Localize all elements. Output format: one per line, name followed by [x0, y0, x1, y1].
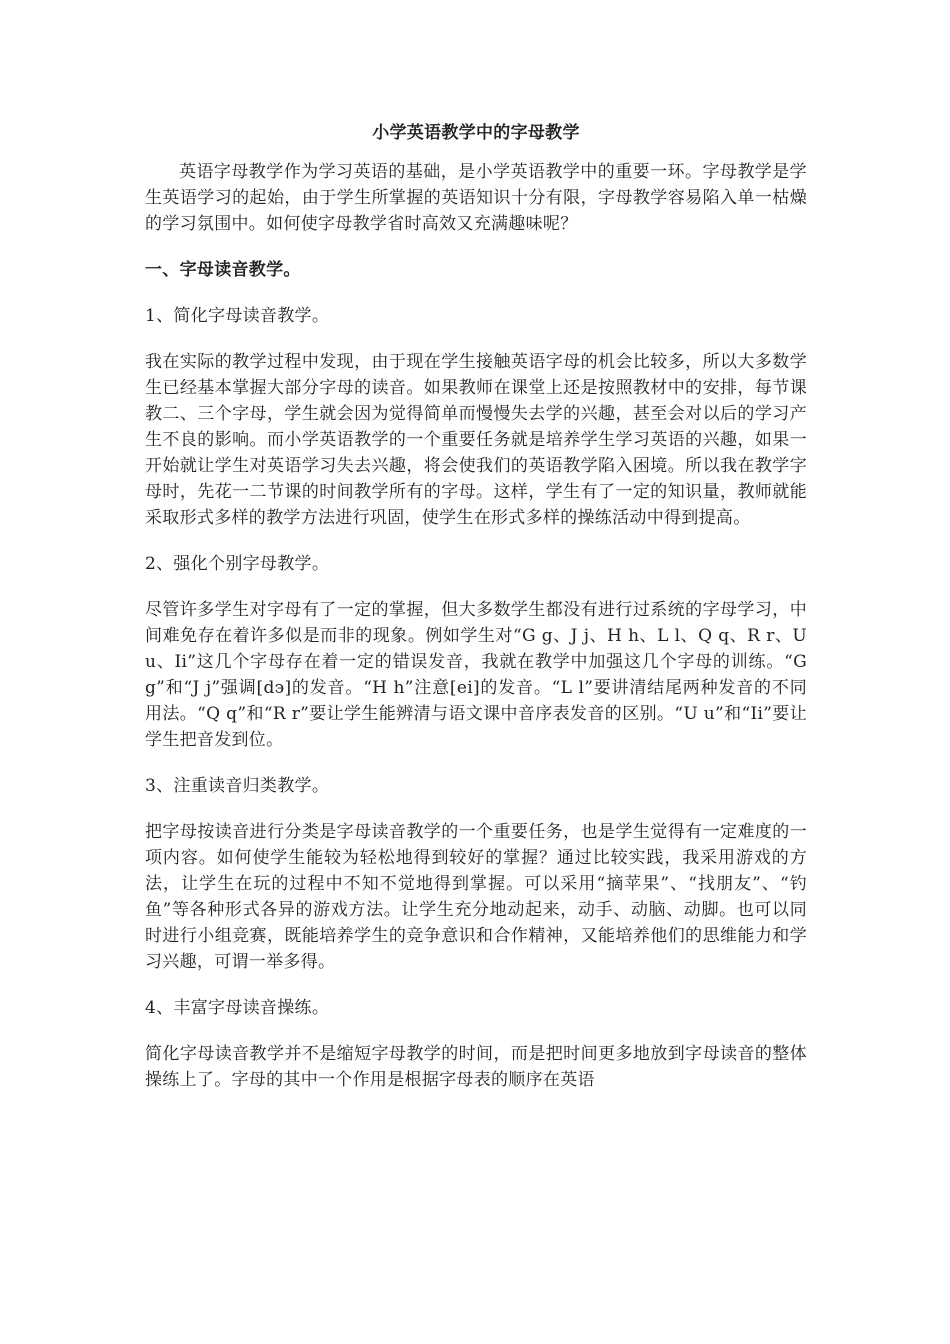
subheading-2: 2、强化个别字母教学。: [145, 554, 330, 574]
subheading-1: 1、简化字母读音教学。: [145, 306, 330, 326]
subheading-4: 4、丰富字母读音操练。: [145, 998, 330, 1018]
document-title: 小学英语教学中的字母教学: [372, 123, 580, 143]
paragraph-1: 我在实际的教学过程中发现，由于现在学生接触英语字母的机会比较多，所以大多数学生已经基本掌握大部分字母的读音。如果教师在课堂上还是按照教材中的安排，每节课教二、三个字母，学生就会因为觉得简单而慢慢失去学的兴趣，甚至会对以后的学习产生不良的影响。而小学英语教学的一个重要任务就是培养学生学习英语的兴趣，如果一开始就让学生对英语学习失去兴趣，将会使我们的英语教学陷入困境。所以我在教学字母时，先花一二节课的时间教学所有的字母。这样，学生有了一定的知识量，教师就能采取形式多样的教学方法进行巩固，使学生在形式多样的操练活动中得到提高。: [145, 352, 807, 528]
paragraph-3: 把字母按读音进行分类是字母读音教学的一个重要任务，也是学生觉得有一定难度的一项内容。如何使学生能较为轻松地得到较好的掌握？通过比较实践，我采用游戏的方法，让学生在玩的过程中不知不觉地得到掌握。可以采用“摘苹果”、“找朋友”、“钓鱼”等各种形式各异的游戏方法。让学生充分地动起来，动手、动脑、动脚。也可以同时进行小组竞赛，既能培养学生的竞争意识和合作精神，又能培养他们的思维能力和学习兴趣，可谓一举多得。: [145, 822, 807, 972]
paragraph-4: 简化字母读音教学并不是缩短字母教学的时间，而是把时间更多地放到字母读音的整体操练上了。字母的其中一个作用是根据字母表的顺序在英语: [145, 1044, 807, 1090]
subheading-3: 3、注重读音归类教学。: [145, 776, 330, 796]
intro-paragraph: 英语字母教学作为学习英语的基础，是小学英语教学中的重要一环。字母教学是学生英语学习的起始，由于学生所掌握的英语知识十分有限，字母教学容易陷入单一枯燥的学习氛围中。如何使字母教学省时高效又充满趣味呢？: [145, 162, 807, 234]
paragraph-2: 尽管许多学生对字母有了一定的掌握，但大多数学生都没有进行过系统的字母学习，中间难免存在着许多似是而非的现象。例如学生对“G g、J j、H h、L l、Q q、R r、U u、Ii”这几个字母存在着一定的错误发音，我就在教学中加强这几个字母的训练。“G g”和“J j”强调[dэ]的发音。“H h”注意[ei]的发音。“L l”要讲清结尾两种发音的不同用法。“Q q”和“R r”要让学生能辨清与语文课中音序表发音的区别。“U u”和“Ii”要让学生把音发到位。: [145, 600, 807, 750]
document-page: [145, 120, 807, 1113]
section-heading-1: 一、字母读音教学。: [145, 260, 301, 280]
